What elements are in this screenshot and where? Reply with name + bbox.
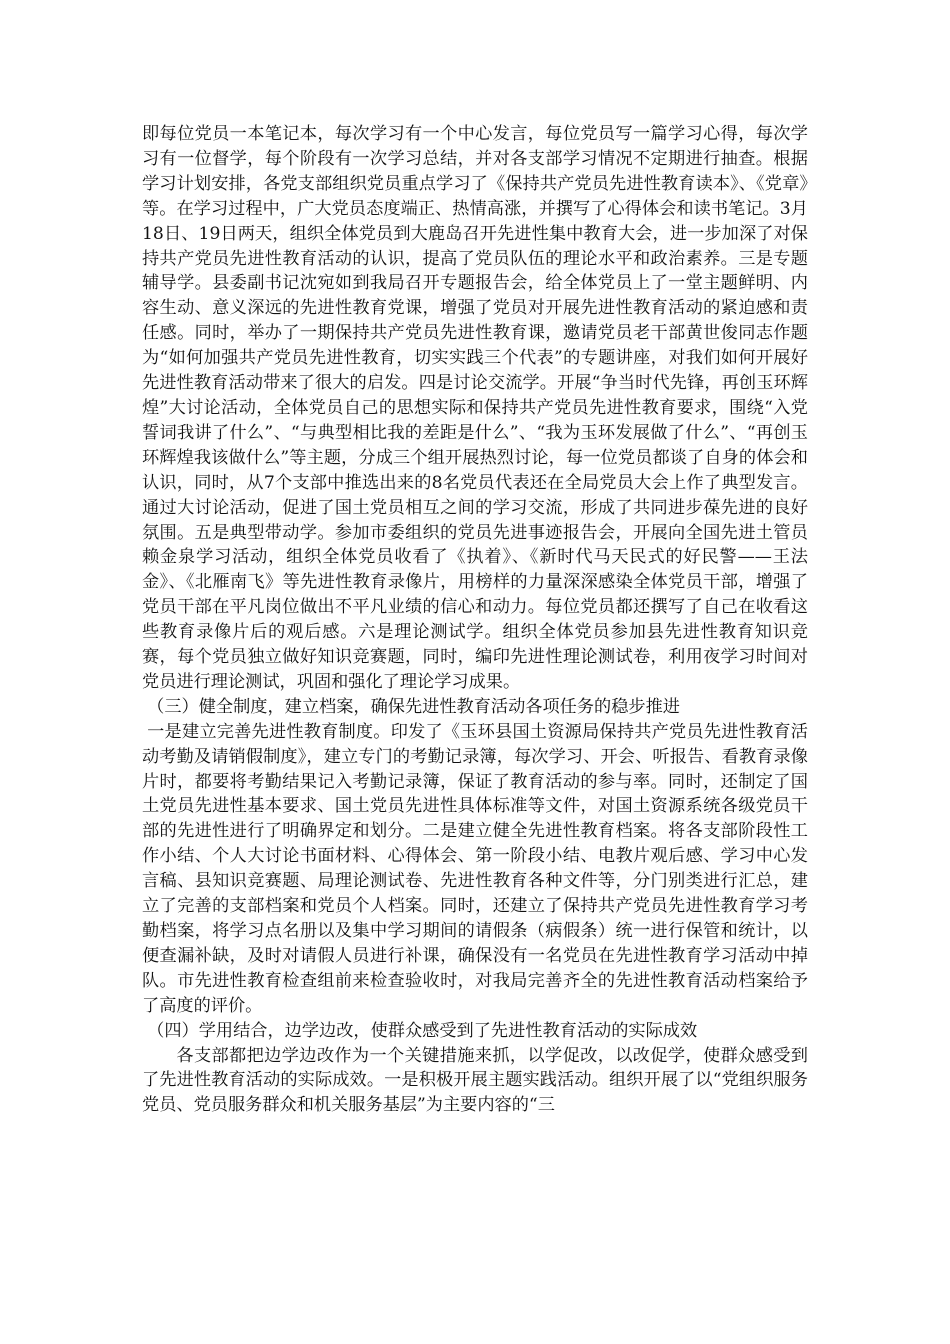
section-heading-3: （三）健全制度，建立档案，确保先进性教育活动各项任务的稳步推进 (147, 696, 680, 717)
paragraph-learn-and-apply: 各支部都把边学边改作为一个关键措施来抓，以学促改，以改促学，使群众感受到了先进性教育活动的实际成效。一是积极开展主题实践活动。组织开展了以“党组织服务党员、党员服务群众和机关服务基层”为主要内容的“三 (142, 1045, 808, 1116)
document-page (142, 122, 808, 1118)
paragraph-study-methods: 即每位党员一本笔记本，每次学习有一个中心发言，每位党员写一篇学习心得，每次学习有一位督学，每个阶段有一次学习总结，并对各支部学习情况不定期进行抽查。根据学习计划安排，各党支部组织党员重点学习了《保持共产党员先进性教育读本》、《党章》等。在学习过程中，广大党员态度端正、热情高涨，并撰写了心得体会和读书笔记。3月18日、19日两天，组织全体党员到大鹿岛召开先进性集中教育大会，进一步加深了对保持共产党员先进性教育活动的认识，提高了党员队伍的理论水平和政治素养。三是专题辅导学。县委副书记沈宛如到我局召开专题报告会，给全体党员上了一堂主题鲜明、内容生动、意义深远的先进性教育党课，增强了党员对开展先进性教育活动的紧迫感和责任感。同时，举办了一期保持共产党员先进性教育课，邀请党员老干部黄世俊同志作题为“如何加强共产党员先进性教育，切实实践三个代表”的专题讲座，对我们如何开展好先进性教育活动带来了很大的启发。四是讨论交流学。开展“争当时代先锋，再创玉环辉煌”大讨论活动，全体党员自己的思想实际和保持共产党员先进性教育要求，围绕“入党誓词我讲了什么”、“与典型相比我的差距是什么”、“我为玉环发展做了什么”、“再创玉环辉煌我该做什么”等主题，分成三个组开展热烈讨论，每一位党员都谈了自身的体会和认识，同时，从7个支部中推选出来的8名党员代表还在全局党员大会上作了典型发言。通过大讨论活动，促进了国土党员相互之间的学习交流，形成了共同进步葆先进的良好氛围。五是典型带动学。参加市委组织的党员先进事迹报告会，开展向全国先进土管员赖金泉学习活动，组织全体党员收看了《执着》、《新时代马天民式的好民警——王法金》、《北雁南飞》等先进性教育录像片，用榜样的力量深深感染全体党员干部，增强了党员干部在平凡岗位做出不平凡业绩的信心和动力。每位党员都还撰写了自己在收看这些教育录像片后的观后感。六是理论测试学。组织全体党员参加县先进性教育知识竞赛，每个党员独立做好知识竞赛题，同时，编印先进性理论测试卷，利用夜学习时间对党员进行理论测试，巩固和强化了理论学习成果。 (142, 124, 808, 692)
paragraph-system-archives: 一是建立完善先进性教育制度。印发了《玉环县国土资源局保持共产党员先进性教育活动考勤及请销假制度》，建立专门的考勤记录簿，每次学习、开会、听报告、看教育录像片时，都要将考勤结果记入考勤记录簿，保证了教育活动的参与率。同时，还制定了国土党员先进性基本要求、国土党员先进性具体标准等文件，对国土资源系统各级党员干部的先进性进行了明确界定和划分。二是建立健全先进性教育档案。将各支部阶段性工作小结、个人大讨论书面材料、心得体会、第一阶段小结、电教片观后感、学习中心发言稿、县知识竞赛题、局理论测试卷、先进性教育各种文件等，分门别类进行汇总，建立了完善的支部档案和党员个人档案。同时，还建立了保持共产党员先进性教育学习考勤档案，将学习点名册以及集中学习期间的请假条（病假条）统一进行保管和统计，以便查漏补缺，及时对请假人员进行补课，确保没有一名党员在先进性教育学习活动中掉队。市先进性教育检查组前来检查验收时，对我局完善齐全的先进性教育活动档案给予了高度的评价。 (142, 721, 808, 1016)
section-heading-4: （四）学用结合，边学边改，使群众感受到了先进性教育活动的实际成效 (147, 1020, 698, 1041)
